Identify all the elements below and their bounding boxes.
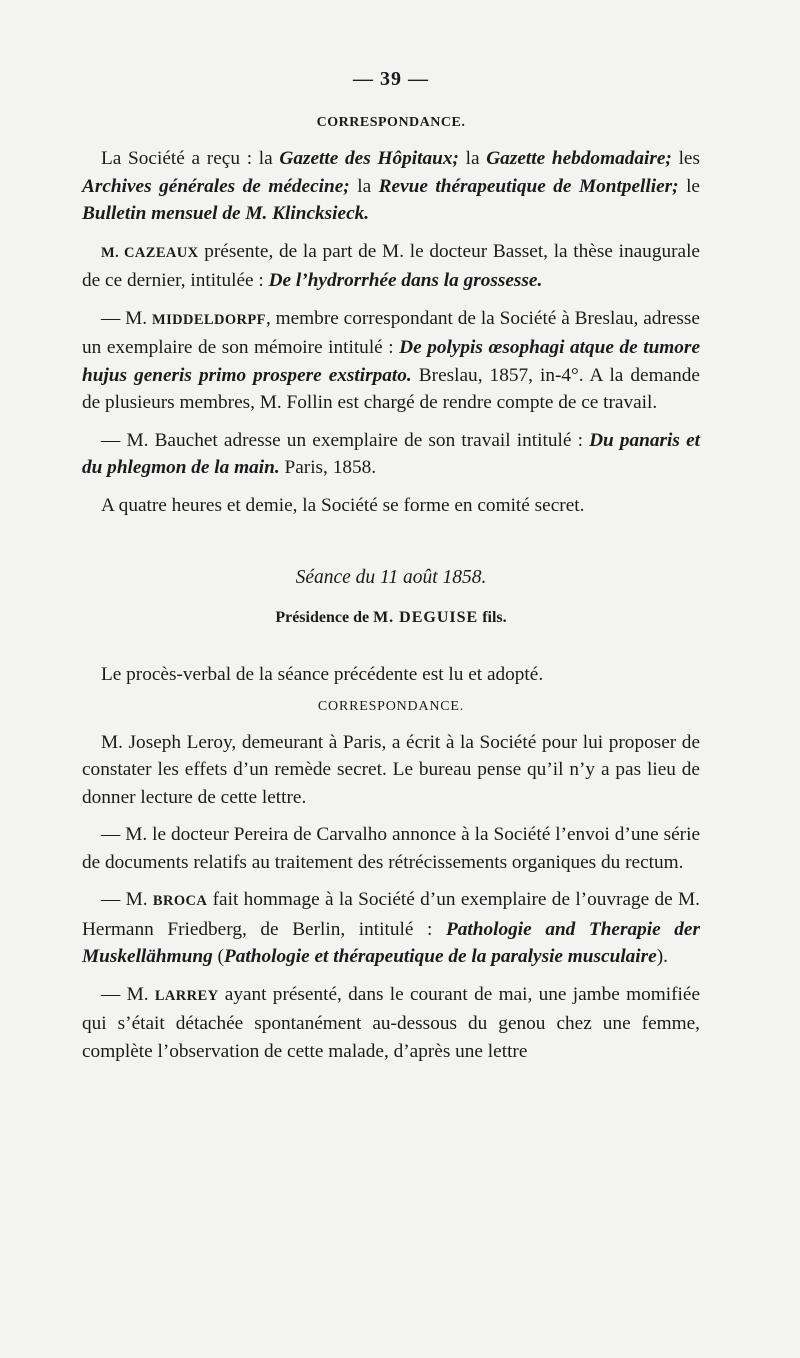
seance-date-heading: Séance du 11 août 1858.: [295, 567, 487, 588]
paragraph-comite-secret: A quatre heures et demie, la Société se forme en comité secret.: [101, 494, 585, 516]
paragraph-broca: — M. BROCA fait hommage à la Société d’un exemplaire de l’ouvrage de M. Hermann Friedberg, de Berlin, intitulé : Pathologie and Therapie der Muskellähmung (Pathologie et thérapeutique de la paralysie musculaire).: [82, 889, 701, 967]
paragraph-middeldorpf: — M. MIDDELDORPF, membre correspondant de la Société à Breslau, adresse un exemplaire de son mémoire intitulé : De polypis œsophagi atque de tumore hujus generis primo prospere exstirpato. Breslau, 1857, in-4°. A la demande de plusieurs membres, M. Follin est chargé de rendre compte de ce travail.: [82, 307, 700, 413]
paragraph-journals-received: La Société a reçu : la Gazette des Hôpitaux; la Gazette hebdomadaire; les Archives générales de médecine; la Revue thérapeutique de Montpellier; le Bulletin mensuel de M. Klincksieck.: [82, 148, 700, 224]
page: [82, 68, 700, 1075]
paragraph-proces-verbal: Le procès-verbal de la séance précédente est lu et adopté.: [101, 664, 544, 685]
paragraph-bauchet: — M. Bauchet adresse un exemplaire de son travail intitulé : Du panaris et du phlegmon de la main. Paris, 1858.: [82, 429, 700, 478]
paragraph-larrey: — M. LARREY ayant présenté, dans le courant de mai, une jambe momifiée qui s’était détachée spontanément au-dessous du genou chez une femme, complète l’observation de cette malade, d’après une lettre: [82, 983, 700, 1062]
section-heading-correspondance-1: CORRESPONDANCE.: [316, 115, 466, 130]
page-number: — 39 —: [353, 68, 429, 90]
section-heading-correspondance-2: CORRESPONDANCE.: [317, 698, 465, 714]
paragraph-leroy: M. Joseph Leroy, demeurant à Paris, a écrit à la Société pour lui proposer de constater les effets d’un remède secret. Le bureau pense qu’il n’y a pas lieu de donner lecture de cette lettre.: [82, 731, 700, 808]
presidence-heading: Présidence de M. DEGUISE fils.: [275, 609, 507, 626]
paragraph-cazeaux: M. CAZEAUX présente, de la part de M. le docteur Basset, la thèse inaugurale de ce dernier, intitulée : De l’hydrorrhée dans la grossesse.: [82, 240, 700, 291]
paragraph-pereira: — M. le docteur Pereira de Carvalho annonce à la Société l’envoi d’une série de documents relatifs au traitement des rétrécissements organiques du rectum.: [82, 824, 700, 873]
